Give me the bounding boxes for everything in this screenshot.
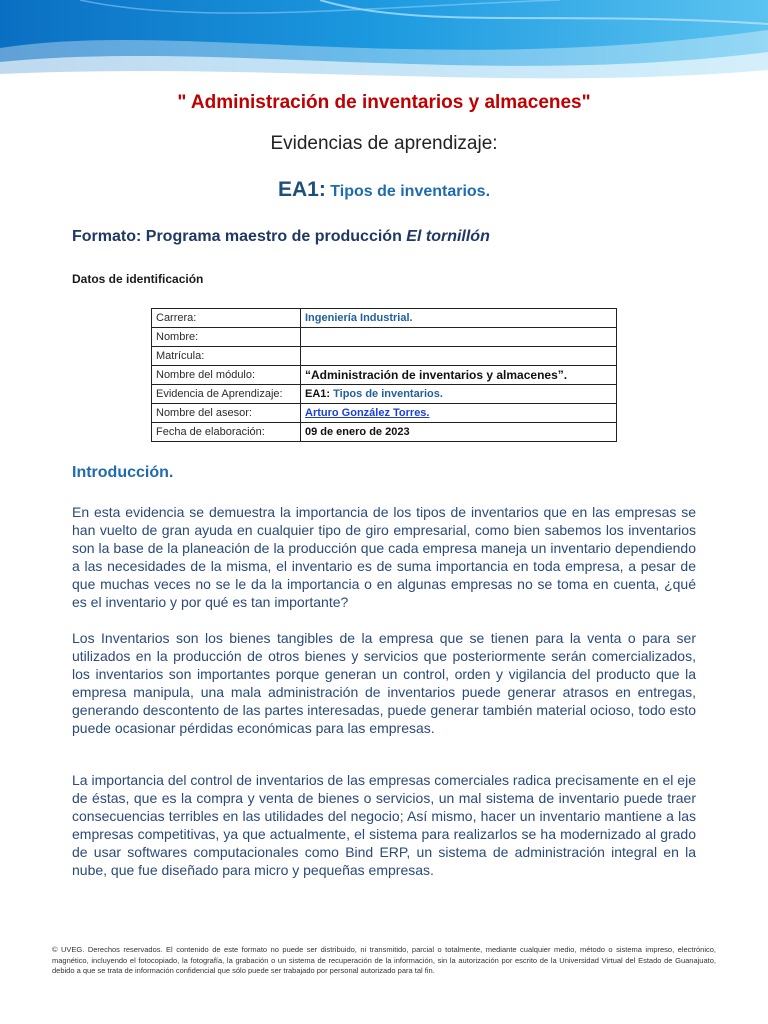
- table-row: [152, 404, 617, 423]
- row-label: Nombre del asesor:: [152, 404, 301, 423]
- table-row: [152, 385, 617, 404]
- format-title: [72, 228, 490, 246]
- copyright-footer: © UVEG. Derechos reservados. El contenido de este formato no puede ser distribuido, ni transmitido, parcial o totalmente, mediante cualquier medio, método o sistema impreso, electrónico, magnético, incluyendo el fotocopiado, la fotografía, la grabación o un sistema de recuperación de la información, sin la autorización por escrito de la Universidad Virtual del Estado de Guanajuato, debido a que se trata de información confidencial que sólo puede ser trabajado por personal autorizado para tal fin.: [52, 945, 716, 975]
- date-value: 09 de enero de 2023: [305, 426, 410, 438]
- row-label: Fecha de elaboración:: [152, 423, 301, 442]
- row-value: [301, 404, 617, 423]
- evidence-code-value: EA1:: [305, 388, 331, 400]
- evidence-title: [0, 178, 768, 202]
- format-prefix: Formato: Programa maestro de producción: [72, 228, 402, 245]
- row-value: [301, 423, 617, 442]
- table-row: [152, 366, 617, 385]
- row-label: Carrera:: [152, 309, 301, 328]
- identification-table: [151, 308, 617, 442]
- row-value: [301, 309, 617, 328]
- career-value: Ingeniería Industrial.: [305, 312, 413, 324]
- advisor-link[interactable]: Arturo González Torres.: [305, 407, 430, 419]
- introduction-heading: Introducción.: [72, 464, 174, 481]
- paragraph: La importancia del control de inventarios de las empresas comerciales radica precisamente en el eje de éstas, que es la compra y venta de bienes o servicios, un mal sistema de inventario puede traer consecuencias terribles en las utilidades del negocio; Así mismo, hacer un inventario mantiene a las empresas competitivas, ya que actualmente, el sistema para realizarlos se ha modernizado al grado de usar softwares computacionales como Bind ERP, un sistema de administración integral en la nube, que fue diseñado para micro y pequeñas empresas.: [72, 772, 696, 878]
- header-banner: [0, 0, 768, 86]
- page-subtitle: Evidencias de aprendizaje:: [270, 133, 498, 154]
- row-value: [301, 385, 617, 404]
- paragraph: En esta evidencia se demuestra la importancia de los tipos de inventarios que en las empresas se han vuelto de gran ayuda en cualquier tipo de giro empresarial, como bien sabemos los inventarios son la base de la planeación de la producción que cada empresa maneja un inventario dependiendo a las necesidades de la misma, el inventario es de suma importancia en toda empresa, a pesar de que muchas veces no se le da la importancia o en algunas empresas no se toma en cuenta, ¿qué es el inventario y por qué es tan importante?: [72, 504, 696, 610]
- name-value[interactable]: [301, 328, 617, 347]
- format-company: El tornillón: [406, 228, 490, 245]
- identification-heading: Datos de identificación: [72, 272, 204, 286]
- row-label: Nombre:: [152, 328, 301, 347]
- row-label: Matrícula:: [152, 347, 301, 366]
- evidence-code: EA1:: [277, 178, 326, 201]
- row-label: Nombre del módulo:: [152, 366, 301, 385]
- course-title: " Administración de inventarios y almacenes": [177, 92, 591, 113]
- table-row: [152, 423, 617, 442]
- table-row: [152, 328, 617, 347]
- module-value: “Administración de inventarios y almacenes”.: [305, 368, 568, 382]
- evidence-name-value: Tipos de inventarios.: [333, 388, 443, 400]
- enrollment-value[interactable]: [301, 347, 617, 366]
- evidence-name: Tipos de inventarios.: [330, 183, 491, 200]
- table-row: [152, 309, 617, 328]
- table-row: [152, 347, 617, 366]
- row-label: Evidencia de Aprendizaje:: [152, 385, 301, 404]
- paragraph: Los Inventarios son los bienes tangibles de la empresa que se tienen para la venta o para ser utilizados en la producción de otros bienes y servicios que posteriormente serán comercializados, los inventarios son importantes porque generan un control, orden y vigilancia del producto que la empresa manipula, una mala administración de inventarios puede generar atrasos en entregas, generando descontento de las partes interesadas, puede generar también material ocioso, todo esto puede ocasionar pérdidas económicas para las empresas.: [72, 630, 696, 736]
- row-value: [301, 366, 617, 385]
